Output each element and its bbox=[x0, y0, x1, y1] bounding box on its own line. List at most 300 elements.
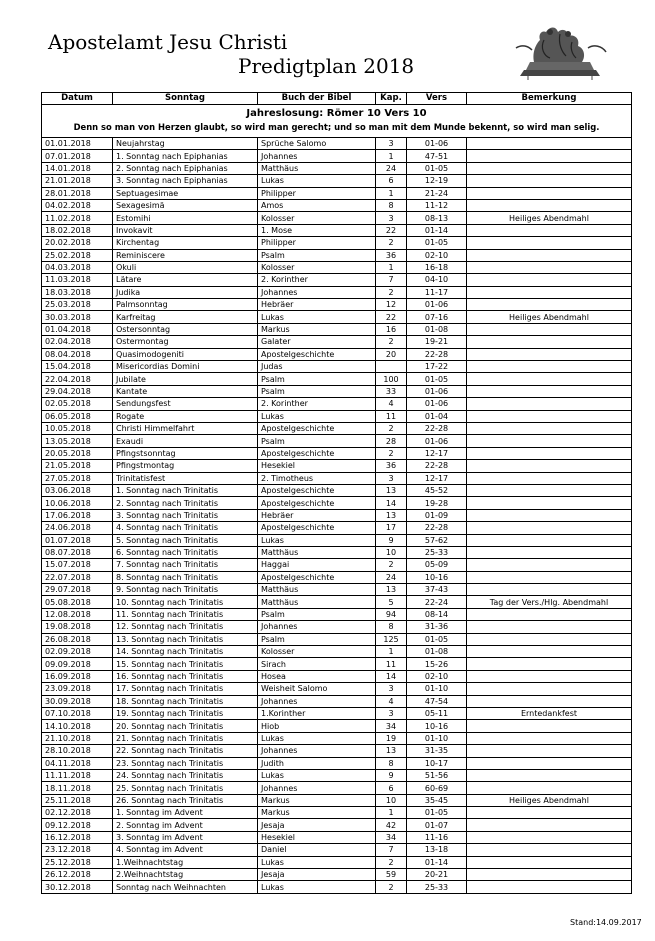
cell-kap: 100 bbox=[376, 373, 407, 385]
cell-kap: 6 bbox=[376, 782, 407, 794]
cell-datum: 28.01.2018 bbox=[42, 187, 113, 199]
table-row bbox=[42, 831, 632, 843]
cell-datum: 12.08.2018 bbox=[42, 608, 113, 620]
table-row bbox=[42, 633, 632, 645]
cell-datum: 02.09.2018 bbox=[42, 646, 113, 658]
cell-vers: 01-08 bbox=[407, 323, 467, 335]
cell-buch: Lukas bbox=[258, 732, 376, 744]
cell-vers: 37-43 bbox=[407, 584, 467, 596]
cell-vers: 01-07 bbox=[407, 819, 467, 831]
cell-bemerkung: Erntedankfest bbox=[467, 707, 632, 719]
cell-kap: 2 bbox=[376, 856, 407, 868]
cell-kap: 36 bbox=[376, 460, 407, 472]
cell-bemerkung bbox=[467, 237, 632, 249]
table-row bbox=[42, 745, 632, 757]
cell-kap: 1 bbox=[376, 646, 407, 658]
cell-kap: 1 bbox=[376, 187, 407, 199]
cell-datum: 25.11.2018 bbox=[42, 794, 113, 806]
table-header-row bbox=[42, 93, 632, 105]
page-title: Apostelamt Jesu Christi bbox=[48, 30, 288, 54]
cell-vers: 25-33 bbox=[407, 881, 467, 893]
cell-bemerkung bbox=[467, 633, 632, 645]
cell-datum: 30.12.2018 bbox=[42, 881, 113, 893]
page-subtitle: Predigtplan 2018 bbox=[238, 54, 415, 78]
cell-sonntag: 16. Sonntag nach Trinitatis bbox=[113, 670, 258, 682]
cell-buch: Johannes bbox=[258, 150, 376, 162]
cell-buch: 2. Korinther bbox=[258, 274, 376, 286]
cell-kap: 14 bbox=[376, 670, 407, 682]
cell-datum: 09.09.2018 bbox=[42, 658, 113, 670]
cell-sonntag: 7. Sonntag nach Trinitatis bbox=[113, 559, 258, 571]
cell-bemerkung bbox=[467, 819, 632, 831]
cell-bemerkung bbox=[467, 162, 632, 174]
cell-buch: 2. Korinther bbox=[258, 398, 376, 410]
table-row bbox=[42, 199, 632, 211]
cell-datum: 21.05.2018 bbox=[42, 460, 113, 472]
cell-bemerkung bbox=[467, 460, 632, 472]
cell-datum: 14.10.2018 bbox=[42, 720, 113, 732]
cell-sonntag: Estomihi bbox=[113, 212, 258, 224]
cell-kap: 59 bbox=[376, 869, 407, 881]
table-row bbox=[42, 522, 632, 534]
cell-buch: Psalm bbox=[258, 385, 376, 397]
cell-vers: 22-28 bbox=[407, 522, 467, 534]
cell-buch: Sirach bbox=[258, 658, 376, 670]
column-header-buch: Buch der Bibel bbox=[258, 93, 376, 105]
cell-datum: 22.07.2018 bbox=[42, 571, 113, 583]
cell-sonntag: Ostermontag bbox=[113, 336, 258, 348]
cell-vers: 01-05 bbox=[407, 373, 467, 385]
table-row bbox=[42, 732, 632, 744]
cell-datum: 11.03.2018 bbox=[42, 274, 113, 286]
table-row bbox=[42, 422, 632, 434]
table-row bbox=[42, 274, 632, 286]
cell-bemerkung bbox=[467, 484, 632, 496]
cell-kap: 2 bbox=[376, 237, 407, 249]
cell-vers: 35-45 bbox=[407, 794, 467, 806]
cell-bemerkung bbox=[467, 249, 632, 261]
cell-buch: Lukas bbox=[258, 311, 376, 323]
cell-buch: Kolosser bbox=[258, 261, 376, 273]
cell-buch: Apostelgeschichte bbox=[258, 571, 376, 583]
cell-bemerkung bbox=[467, 782, 632, 794]
cell-buch: Psalm bbox=[258, 435, 376, 447]
cell-kap: 2 bbox=[376, 447, 407, 459]
cell-datum: 21.01.2018 bbox=[42, 175, 113, 187]
cell-buch: 2. Timotheus bbox=[258, 472, 376, 484]
cell-bemerkung bbox=[467, 361, 632, 373]
cell-kap: 13 bbox=[376, 745, 407, 757]
cell-datum: 01.04.2018 bbox=[42, 323, 113, 335]
cell-vers: 31-35 bbox=[407, 745, 467, 757]
cell-bemerkung bbox=[467, 175, 632, 187]
cell-sonntag: 3. Sonntag nach Trinitatis bbox=[113, 509, 258, 521]
cell-datum: 09.12.2018 bbox=[42, 819, 113, 831]
cell-sonntag: Rogate bbox=[113, 410, 258, 422]
cell-kap: 33 bbox=[376, 385, 407, 397]
cell-kap: 42 bbox=[376, 819, 407, 831]
cell-buch: Markus bbox=[258, 807, 376, 819]
table-row bbox=[42, 286, 632, 298]
cell-datum: 02.12.2018 bbox=[42, 807, 113, 819]
cell-kap: 13 bbox=[376, 509, 407, 521]
cell-kap: 3 bbox=[376, 683, 407, 695]
cell-buch: Philipper bbox=[258, 187, 376, 199]
cell-buch: Markus bbox=[258, 323, 376, 335]
cell-sonntag: Karfreitag bbox=[113, 311, 258, 323]
cell-kap: 2 bbox=[376, 286, 407, 298]
cell-vers: 08-13 bbox=[407, 212, 467, 224]
cell-datum: 22.04.2018 bbox=[42, 373, 113, 385]
cell-buch: Matthäus bbox=[258, 596, 376, 608]
table-row bbox=[42, 769, 632, 781]
table-row bbox=[42, 596, 632, 608]
cell-kap: 1 bbox=[376, 261, 407, 273]
cell-kap: 28 bbox=[376, 435, 407, 447]
cell-kap: 34 bbox=[376, 831, 407, 843]
cell-kap: 20 bbox=[376, 348, 407, 360]
cell-datum: 26.12.2018 bbox=[42, 869, 113, 881]
cell-bemerkung: Tag der Vers./Hlg. Abendmahl bbox=[467, 596, 632, 608]
cell-sonntag: Jubilate bbox=[113, 373, 258, 385]
cell-datum: 23.12.2018 bbox=[42, 844, 113, 856]
cell-sonntag: 25. Sonntag nach Trinitatis bbox=[113, 782, 258, 794]
cell-vers: 01-14 bbox=[407, 856, 467, 868]
cell-kap: 125 bbox=[376, 633, 407, 645]
cell-datum: 17.06.2018 bbox=[42, 509, 113, 521]
cell-datum: 13.05.2018 bbox=[42, 435, 113, 447]
table-row bbox=[42, 658, 632, 670]
cell-kap: 13 bbox=[376, 484, 407, 496]
cell-datum: 20.05.2018 bbox=[42, 447, 113, 459]
table-row bbox=[42, 646, 632, 658]
cell-sonntag: 1. Sonntag nach Epiphanias bbox=[113, 150, 258, 162]
cell-buch: Johannes bbox=[258, 782, 376, 794]
cell-vers: 15-26 bbox=[407, 658, 467, 670]
cell-datum: 15.04.2018 bbox=[42, 361, 113, 373]
table-row bbox=[42, 559, 632, 571]
cell-buch: Johannes bbox=[258, 745, 376, 757]
cell-sonntag: 17. Sonntag nach Trinitatis bbox=[113, 683, 258, 695]
table-row bbox=[42, 782, 632, 794]
cell-sonntag: 11. Sonntag nach Trinitatis bbox=[113, 608, 258, 620]
table-row bbox=[42, 373, 632, 385]
cell-kap: 22 bbox=[376, 311, 407, 323]
cell-bemerkung bbox=[467, 869, 632, 881]
cell-buch: Hesekiel bbox=[258, 460, 376, 472]
cell-sonntag: Neujahrstag bbox=[113, 138, 258, 150]
table-row bbox=[42, 670, 632, 682]
cell-sonntag: Sexagesimä bbox=[113, 199, 258, 211]
table-row bbox=[42, 261, 632, 273]
cell-vers: 01-10 bbox=[407, 732, 467, 744]
cell-buch: Matthäus bbox=[258, 584, 376, 596]
cell-vers: 01-10 bbox=[407, 683, 467, 695]
table-row bbox=[42, 844, 632, 856]
cell-buch: Weisheit Salomo bbox=[258, 683, 376, 695]
cell-datum: 24.06.2018 bbox=[42, 522, 113, 534]
table-row bbox=[42, 162, 632, 174]
cell-bemerkung: Heiliges Abendmahl bbox=[467, 212, 632, 224]
cell-datum: 19.08.2018 bbox=[42, 621, 113, 633]
cell-bemerkung bbox=[467, 447, 632, 459]
cell-bemerkung bbox=[467, 856, 632, 868]
cell-buch: Jesaja bbox=[258, 819, 376, 831]
cell-kap: 7 bbox=[376, 274, 407, 286]
cell-buch: Matthäus bbox=[258, 162, 376, 174]
cell-sonntag: Lätare bbox=[113, 274, 258, 286]
predigtplan-table bbox=[41, 92, 632, 894]
table-row bbox=[42, 695, 632, 707]
cell-bemerkung bbox=[467, 646, 632, 658]
cell-kap: 8 bbox=[376, 621, 407, 633]
table-row bbox=[42, 534, 632, 546]
table-row bbox=[42, 138, 632, 150]
table-row bbox=[42, 720, 632, 732]
cell-bemerkung bbox=[467, 348, 632, 360]
cell-datum: 10.05.2018 bbox=[42, 422, 113, 434]
cell-sonntag: 6. Sonntag nach Trinitatis bbox=[113, 546, 258, 558]
cell-vers: 22-28 bbox=[407, 460, 467, 472]
cell-bemerkung bbox=[467, 534, 632, 546]
table-row bbox=[42, 584, 632, 596]
cell-buch: Hosea bbox=[258, 670, 376, 682]
cell-kap: 24 bbox=[376, 162, 407, 174]
cell-buch: Hebräer bbox=[258, 509, 376, 521]
column-header-kap: Kap. bbox=[376, 93, 407, 105]
cell-datum: 29.07.2018 bbox=[42, 584, 113, 596]
cell-vers: 02-10 bbox=[407, 670, 467, 682]
cell-vers: 22-24 bbox=[407, 596, 467, 608]
table-row bbox=[42, 311, 632, 323]
cell-bemerkung bbox=[467, 670, 632, 682]
cell-sonntag: 3. Sonntag im Advent bbox=[113, 831, 258, 843]
cell-datum: 11.02.2018 bbox=[42, 212, 113, 224]
cell-bemerkung bbox=[467, 732, 632, 744]
cell-bemerkung bbox=[467, 274, 632, 286]
cell-kap: 17 bbox=[376, 522, 407, 534]
cell-kap: 22 bbox=[376, 224, 407, 236]
cell-bemerkung bbox=[467, 435, 632, 447]
cell-vers: 47-51 bbox=[407, 150, 467, 162]
cell-sonntag: Trinitatisfest bbox=[113, 472, 258, 484]
jahreslosung-text: Denn so man von Herzen glaubt, so wird man gerecht; und so man mit dem Munde bekennt, so wird man selig. bbox=[73, 122, 600, 132]
table-row bbox=[42, 869, 632, 881]
jahreslosung-title: Jahreslosung: Römer 10 Vers 10 bbox=[246, 108, 427, 119]
cell-sonntag: Okuli bbox=[113, 261, 258, 273]
cell-sonntag: 10. Sonntag nach Trinitatis bbox=[113, 596, 258, 608]
cell-kap: 94 bbox=[376, 608, 407, 620]
table-row bbox=[42, 608, 632, 620]
cell-buch: Lukas bbox=[258, 175, 376, 187]
stand-date: Stand:14.09.2017 bbox=[570, 918, 642, 927]
column-header-datum: Datum bbox=[42, 93, 113, 105]
cell-datum: 02.04.2018 bbox=[42, 336, 113, 348]
cell-sonntag: 24. Sonntag nach Trinitatis bbox=[113, 769, 258, 781]
cell-kap: 12 bbox=[376, 299, 407, 311]
apostle-statue-logo-icon bbox=[510, 18, 610, 80]
cell-sonntag: 2. Sonntag nach Trinitatis bbox=[113, 497, 258, 509]
cell-buch: Lukas bbox=[258, 410, 376, 422]
cell-vers: 51-56 bbox=[407, 769, 467, 781]
cell-datum: 25.02.2018 bbox=[42, 249, 113, 261]
cell-vers: 31-36 bbox=[407, 621, 467, 633]
cell-sonntag: 20. Sonntag nach Trinitatis bbox=[113, 720, 258, 732]
cell-kap: 4 bbox=[376, 695, 407, 707]
cell-sonntag: 5. Sonntag nach Trinitatis bbox=[113, 534, 258, 546]
cell-sonntag: Septuagesimae bbox=[113, 187, 258, 199]
cell-buch: Apostelgeschichte bbox=[258, 522, 376, 534]
cell-buch: Jesaja bbox=[258, 869, 376, 881]
cell-vers: 01-05 bbox=[407, 237, 467, 249]
cell-bemerkung bbox=[467, 720, 632, 732]
cell-sonntag: Reminiscere bbox=[113, 249, 258, 261]
table-row bbox=[42, 435, 632, 447]
cell-buch: Judith bbox=[258, 757, 376, 769]
cell-datum: 01.07.2018 bbox=[42, 534, 113, 546]
cell-sonntag: 1. Sonntag im Advent bbox=[113, 807, 258, 819]
cell-kap: 9 bbox=[376, 534, 407, 546]
cell-vers: 02-10 bbox=[407, 249, 467, 261]
cell-vers: 01-08 bbox=[407, 646, 467, 658]
cell-datum: 23.09.2018 bbox=[42, 683, 113, 695]
table-row bbox=[42, 249, 632, 261]
cell-bemerkung bbox=[467, 299, 632, 311]
cell-bemerkung bbox=[467, 398, 632, 410]
cell-sonntag: 2.Weihnachtstag bbox=[113, 869, 258, 881]
cell-vers: 11-17 bbox=[407, 286, 467, 298]
table-row bbox=[42, 410, 632, 422]
cell-bemerkung bbox=[467, 844, 632, 856]
cell-vers: 11-12 bbox=[407, 199, 467, 211]
cell-sonntag: 21. Sonntag nach Trinitatis bbox=[113, 732, 258, 744]
cell-sonntag: 19. Sonntag nach Trinitatis bbox=[113, 707, 258, 719]
cell-vers: 12-17 bbox=[407, 472, 467, 484]
cell-vers: 05-11 bbox=[407, 707, 467, 719]
cell-vers: 25-33 bbox=[407, 546, 467, 558]
table-row bbox=[42, 819, 632, 831]
cell-buch: Daniel bbox=[258, 844, 376, 856]
cell-sonntag: 14. Sonntag nach Trinitatis bbox=[113, 646, 258, 658]
cell-bemerkung bbox=[467, 138, 632, 150]
cell-sonntag: 13. Sonntag nach Trinitatis bbox=[113, 633, 258, 645]
cell-datum: 21.10.2018 bbox=[42, 732, 113, 744]
table-row bbox=[42, 224, 632, 236]
table-row bbox=[42, 447, 632, 459]
cell-vers: 01-06 bbox=[407, 138, 467, 150]
cell-buch: Psalm bbox=[258, 249, 376, 261]
cell-vers: 22-28 bbox=[407, 348, 467, 360]
cell-sonntag: 1.Weihnachtstag bbox=[113, 856, 258, 868]
cell-kap: 3 bbox=[376, 472, 407, 484]
cell-buch: Johannes bbox=[258, 621, 376, 633]
cell-datum: 10.06.2018 bbox=[42, 497, 113, 509]
cell-sonntag: 1. Sonntag nach Trinitatis bbox=[113, 484, 258, 496]
cell-kap: 16 bbox=[376, 323, 407, 335]
cell-sonntag: 26. Sonntag nach Trinitatis bbox=[113, 794, 258, 806]
cell-bemerkung bbox=[467, 807, 632, 819]
cell-vers: 45-52 bbox=[407, 484, 467, 496]
table-row bbox=[42, 794, 632, 806]
cell-vers: 47-54 bbox=[407, 695, 467, 707]
cell-kap: 9 bbox=[376, 769, 407, 781]
cell-bemerkung bbox=[467, 683, 632, 695]
cell-buch: Hiob bbox=[258, 720, 376, 732]
table-row bbox=[42, 323, 632, 335]
cell-bemerkung bbox=[467, 336, 632, 348]
cell-datum: 30.03.2018 bbox=[42, 311, 113, 323]
cell-bemerkung bbox=[467, 621, 632, 633]
cell-datum: 03.06.2018 bbox=[42, 484, 113, 496]
cell-datum: 08.04.2018 bbox=[42, 348, 113, 360]
cell-kap: 1 bbox=[376, 150, 407, 162]
table-row bbox=[42, 385, 632, 397]
cell-datum: 29.04.2018 bbox=[42, 385, 113, 397]
cell-vers: 01-05 bbox=[407, 807, 467, 819]
cell-buch: Philipper bbox=[258, 237, 376, 249]
cell-kap: 2 bbox=[376, 422, 407, 434]
cell-bemerkung bbox=[467, 769, 632, 781]
cell-kap: 6 bbox=[376, 175, 407, 187]
table-row bbox=[42, 187, 632, 199]
cell-bemerkung bbox=[467, 559, 632, 571]
table-row bbox=[42, 361, 632, 373]
cell-bemerkung bbox=[467, 150, 632, 162]
cell-sonntag: 18. Sonntag nach Trinitatis bbox=[113, 695, 258, 707]
table-row bbox=[42, 175, 632, 187]
cell-vers: 21-24 bbox=[407, 187, 467, 199]
jahreslosung-row bbox=[42, 105, 632, 138]
table-row bbox=[42, 299, 632, 311]
column-header-sonntag: Sonntag bbox=[113, 93, 258, 105]
cell-vers: 01-04 bbox=[407, 410, 467, 422]
cell-datum: 16.12.2018 bbox=[42, 831, 113, 843]
cell-buch: Hebräer bbox=[258, 299, 376, 311]
cell-sonntag: 4. Sonntag im Advent bbox=[113, 844, 258, 856]
cell-bemerkung bbox=[467, 881, 632, 893]
cell-bemerkung bbox=[467, 522, 632, 534]
cell-bemerkung bbox=[467, 410, 632, 422]
cell-kap: 2 bbox=[376, 881, 407, 893]
cell-buch: Johannes bbox=[258, 695, 376, 707]
cell-datum: 30.09.2018 bbox=[42, 695, 113, 707]
cell-vers: 13-18 bbox=[407, 844, 467, 856]
cell-bemerkung bbox=[467, 584, 632, 596]
cell-bemerkung bbox=[467, 571, 632, 583]
cell-datum: 18.02.2018 bbox=[42, 224, 113, 236]
cell-datum: 11.11.2018 bbox=[42, 769, 113, 781]
cell-vers: 12-19 bbox=[407, 175, 467, 187]
cell-buch: Lukas bbox=[258, 881, 376, 893]
cell-datum: 28.10.2018 bbox=[42, 745, 113, 757]
table-row bbox=[42, 509, 632, 521]
cell-sonntag: 9. Sonntag nach Trinitatis bbox=[113, 584, 258, 596]
column-header-bemerkung: Bemerkung bbox=[467, 93, 632, 105]
cell-buch: Lukas bbox=[258, 769, 376, 781]
cell-datum: 05.08.2018 bbox=[42, 596, 113, 608]
table-row bbox=[42, 621, 632, 633]
cell-sonntag: Quasimodogeniti bbox=[113, 348, 258, 360]
cell-bemerkung bbox=[467, 658, 632, 670]
cell-kap: 14 bbox=[376, 497, 407, 509]
table-row bbox=[42, 150, 632, 162]
cell-kap: 3 bbox=[376, 138, 407, 150]
cell-vers: 11-16 bbox=[407, 831, 467, 843]
cell-vers: 10-16 bbox=[407, 571, 467, 583]
cell-vers: 01-06 bbox=[407, 398, 467, 410]
cell-bemerkung bbox=[467, 323, 632, 335]
cell-sonntag: 2. Sonntag im Advent bbox=[113, 819, 258, 831]
